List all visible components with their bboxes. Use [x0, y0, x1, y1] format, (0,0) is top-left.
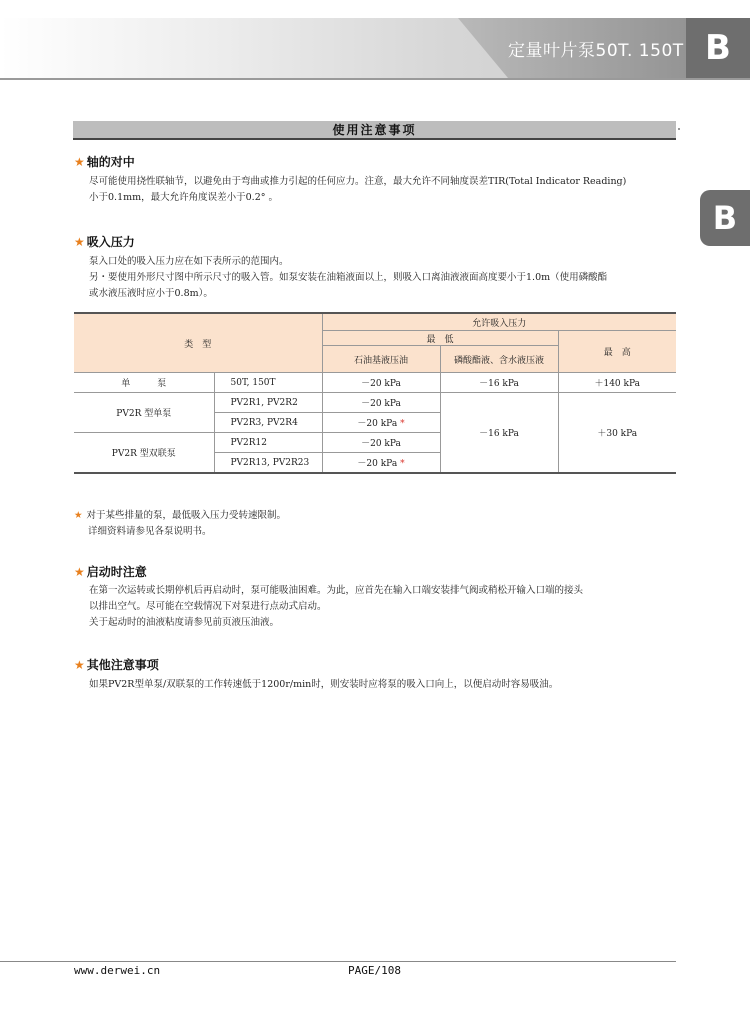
page-number: PAGE/108 [348, 964, 401, 977]
petroleum-cell [322, 373, 440, 393]
suction-heading [74, 233, 135, 250]
other-text [89, 677, 679, 693]
petroleum-cell [322, 413, 440, 433]
note-text: 对于某些排量的泵，最低吸入压力受转速限制。 [86, 510, 287, 521]
max-header: 最 高 [558, 331, 676, 373]
suction-line: 另・要使用外形尺寸图中所示尺寸的吸入管。如泵安装在油箱液面以上，则吸入口离油液液面高度要小于1.0m（使用磷酸酯 [89, 272, 608, 283]
shaft-line: 尽可能使用挠性联轴节，以避免由于弯曲或推力引起的任何应力。注意，最大允许不同轴度误差TIR(Total Indicator Reading) [89, 176, 627, 187]
table-note [74, 508, 286, 540]
allow-header: 允许吸入压力 [322, 313, 676, 331]
star-icon: ★ [74, 658, 85, 672]
model-cell: PV2R13, PV2R23 [214, 453, 322, 474]
suction-title: 吸入压力 [86, 235, 135, 249]
table-row [74, 393, 676, 413]
footer-url[interactable]: www.derwei.cn [74, 964, 161, 977]
side-chapter-tab: B [700, 190, 750, 246]
suction-text [89, 254, 679, 302]
max-cell: ＋140 kPa [558, 373, 676, 393]
phosphate-cell: －16 kPa [440, 393, 558, 474]
other-line: 如果PV2R型单泵/双联泵的工作转速低于1200r/min时，则安装时应将泵的吸入口向上，以便启动时容易吸油。 [89, 679, 559, 690]
asterisk-mark: * [400, 459, 405, 469]
shaft-title: 轴的对中 [86, 155, 135, 169]
startup-line: 以排出空气。尽可能在空载情况下对泵进行点动式启动。 [89, 601, 327, 612]
note-line: 详细资料请参见各泵说明书。 [88, 526, 212, 537]
other-title: 其他注意事项 [86, 658, 159, 672]
star-icon: ★ [74, 510, 83, 521]
petroleum-value: －20 kPa [361, 439, 401, 449]
suction-pressure-table [74, 312, 676, 474]
footer-divider [0, 961, 676, 962]
table-row [74, 373, 676, 393]
suction-line: 泵入口处的吸入压力应在如下表所示的范围内。 [89, 256, 289, 267]
petroleum-header: 石油基液压油 [322, 346, 440, 373]
suction-line: 或水液压液时应小于0.8m）。 [89, 288, 213, 299]
petroleum-value: －20 kPa [357, 419, 398, 429]
petroleum-cell [322, 453, 440, 474]
group-cell: PV2R 型双联泵 [74, 433, 214, 474]
model-cell: PV2R12 [214, 433, 322, 453]
startup-text [89, 583, 679, 631]
startup-line: 关于起动时的油液粘度请参见前页液压油液。 [89, 617, 280, 628]
other-heading [74, 656, 159, 673]
petroleum-cell [322, 393, 440, 413]
model-cell: 50T, 150T [214, 373, 322, 393]
star-icon: ★ [74, 565, 85, 579]
star-icon: ★ [74, 235, 85, 249]
page-title: 定量叶片泵50T. 150T [508, 41, 684, 61]
model-cell: PV2R1, PV2R2 [214, 393, 322, 413]
shaft-heading [74, 153, 135, 170]
min-header: 最 低 [322, 331, 558, 346]
phosphate-cell: －16 kPa [440, 373, 558, 393]
group-cell: 单 泵 [74, 373, 214, 393]
star-icon: ★ [74, 155, 85, 169]
max-cell: ＋30 kPa [558, 393, 676, 474]
shaft-line: 小于0.1mm，最大允许角度误差小于0.2° 。 [89, 192, 279, 203]
petroleum-value: －20 kPa [361, 399, 401, 409]
group-cell: PV2R 型单泵 [74, 393, 214, 433]
section-title: 使用注意事项 [73, 121, 676, 140]
startup-title: 启动时注意 [86, 565, 147, 579]
model-cell: PV2R3, PV2R4 [214, 413, 322, 433]
chapter-tab: B [686, 18, 750, 78]
note-line [74, 508, 286, 524]
section-mark [678, 128, 680, 130]
header-divider [0, 78, 750, 80]
shaft-text [89, 174, 679, 206]
petroleum-value: －20 kPa [357, 459, 398, 469]
phosphate-header: 磷酸酯液、含水液压液 [440, 346, 558, 373]
petroleum-cell [322, 433, 440, 453]
startup-line: 在第一次运转或长期停机后再启动时，泵可能吸油困难。为此，应首先在输入口端安装排气阀或稍松开输入口端的接头 [89, 585, 584, 596]
startup-heading [74, 563, 147, 580]
petroleum-value: －20 kPa [361, 379, 401, 389]
asterisk-mark: * [400, 419, 405, 429]
type-header: 类 型 [74, 313, 322, 373]
